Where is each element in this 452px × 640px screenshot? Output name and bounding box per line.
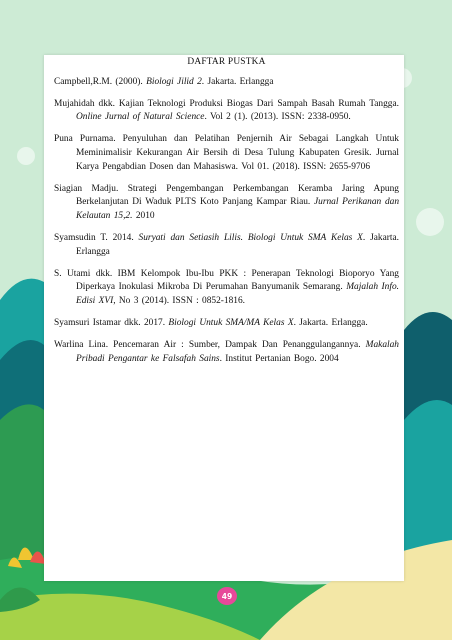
reference-list <box>54 76 399 367</box>
reference-title-italic: Jurnal Perikanan dan Kelautan 15,2. <box>76 197 400 221</box>
reference-text: Puna Purnama. Penyuluhan dan Pelatihan Penjernih Air Sebagai Langkah Untuk Meminimalisir Kekurangan Air Bersih di Desa Tulung Kabupaten Gresik. Jurnal Karya Pengabdian Dosen dan Mahasiswa. Vol 01. (2018). ISSN: 2655-9706 <box>54 134 399 172</box>
reference-text: Mujahidah dkk. Kajian Teknologi Produksi Biogas Dari Sampah Basah Rumah Tangga. <box>54 98 399 109</box>
reference-text: . Institut Pertanian Bogo. 2004 <box>219 353 339 364</box>
reference-text: Warlina Lina. Pencemaran Air : Sumber, Dampak Dan Penanggulangannya. <box>54 340 366 350</box>
reference-text: Campbell,R.M. (2000). <box>54 76 147 87</box>
reference-entry <box>54 183 399 224</box>
decorative-bubble <box>416 208 444 236</box>
reference-text: Syamsudin T. 2014. <box>54 232 139 243</box>
page-number-badge <box>217 587 237 605</box>
reference-entry <box>54 268 399 309</box>
reference-entry <box>54 98 399 125</box>
reference-title-italic: Majalah Info. Edisi XVI <box>76 282 399 306</box>
reference-entry <box>54 76 399 90</box>
reference-title-italic: Suryati dan Setiasih Lilis. Biologi Untuk SMA Kelas X <box>138 232 363 243</box>
reference-text: . Jakarta. Erlangga <box>76 232 400 257</box>
reference-entry <box>54 317 399 331</box>
page-title: DAFTAR PUSTKA <box>187 57 266 67</box>
reference-text: S. Utami dkk. IBM Kelompok Ibu-Ibu PKK : Penerapan Teknologi Bioporуo Yang Diperkaya Inokulasi Mikroba Di Perumahan Banyumanik Semarang. <box>54 268 399 293</box>
reference-entry <box>54 232 399 259</box>
reference-title-italic: Biologi Jilid 2 <box>146 76 202 87</box>
reference-text: . Vol 2 (1). (2013). ISSN: 2338-0950. <box>204 112 351 123</box>
reference-title-italic: Biologi Untuk SMA/MA Kelas X <box>168 317 294 328</box>
decorative-bubble <box>17 147 35 165</box>
reference-entry <box>54 133 399 174</box>
document-content <box>54 56 399 375</box>
reference-text: 2010 <box>132 210 155 221</box>
reference-title-italic: Makalah Pribadi Pengantar ke Falsafah Sains <box>76 340 399 364</box>
reference-text: . Jakarta. Erlangga <box>201 76 274 87</box>
reference-text: Siagian Madju. Strategi Pengembangan Perkembangan Keramba Jaring Apung Berkelanjutan Di Waduk PLTS Koto Panjang Kampar Riau. <box>54 183 399 208</box>
reference-text: , No 3 (2014). ISSN : 0852-1816. <box>113 295 245 306</box>
page-number: 49 <box>221 591 233 601</box>
reference-text: . Jakarta. Erlangga. <box>293 317 368 328</box>
reference-title-italic: Online Jurnal of Natural Science <box>76 112 205 123</box>
reference-text: Syamsuri Istamar dkk. 2017. <box>54 317 169 328</box>
reference-entry <box>54 339 399 366</box>
